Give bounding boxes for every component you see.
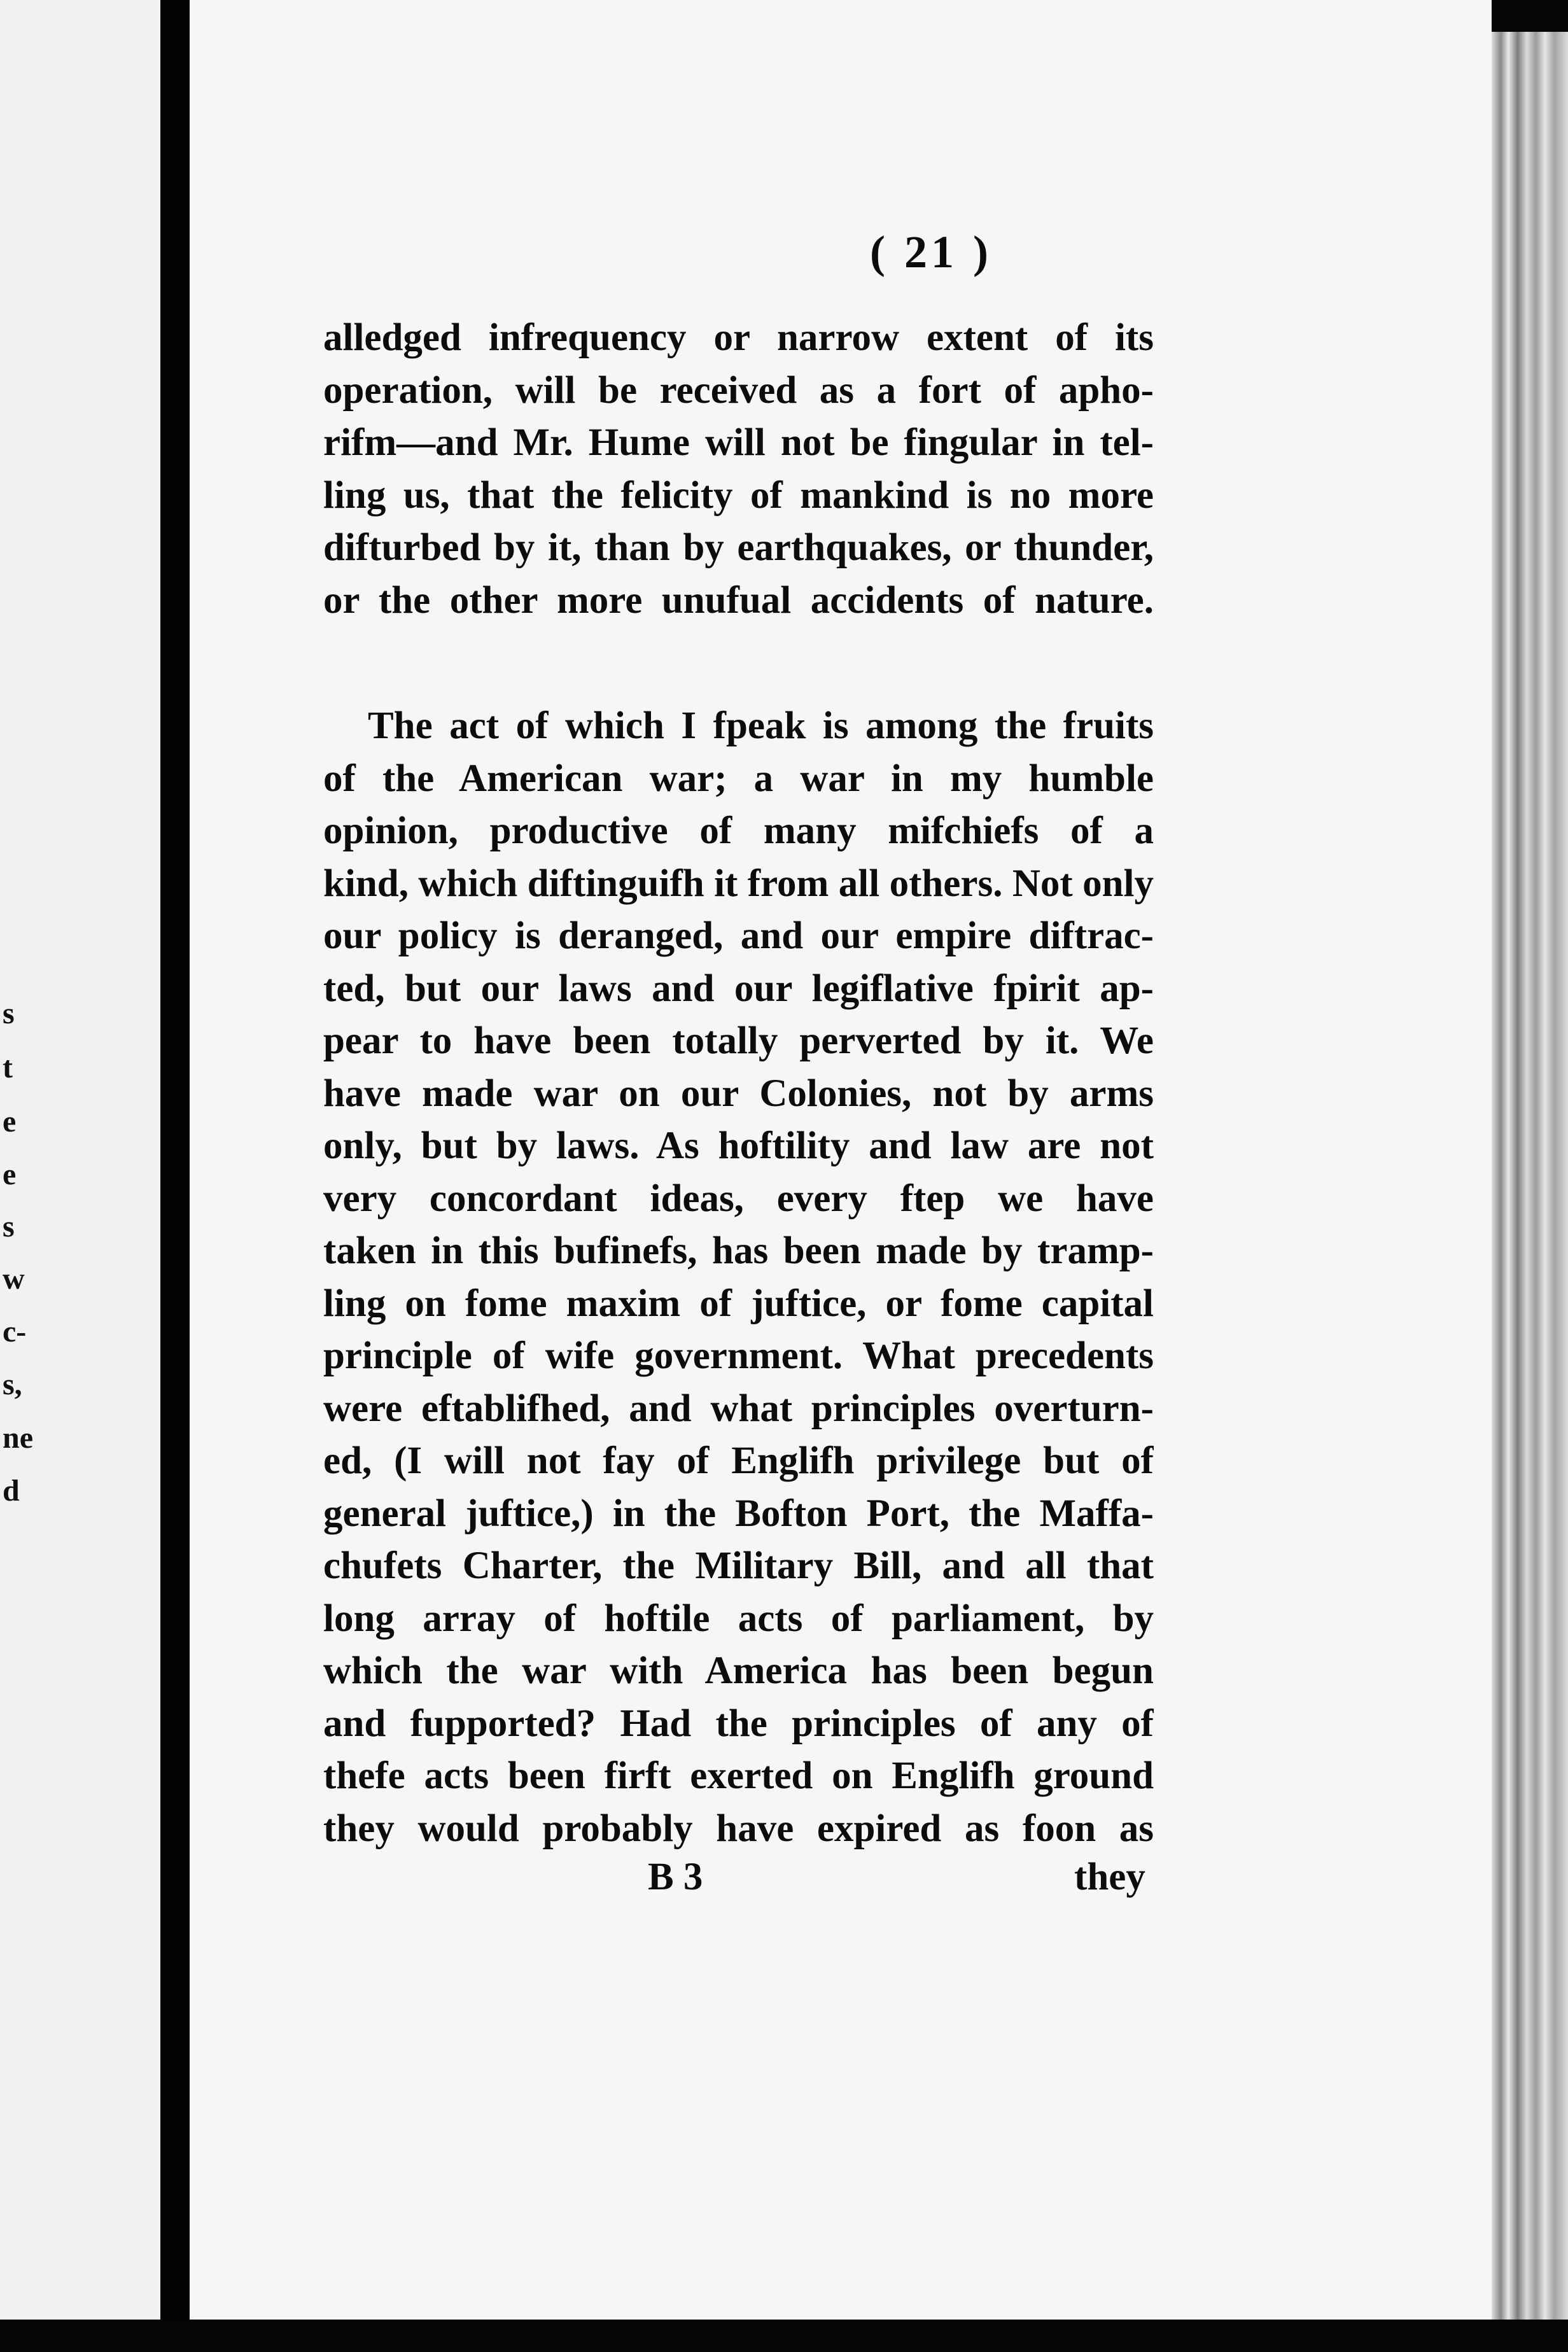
text-line: our policy is deranged, and our empire diftrac- <box>323 914 1154 957</box>
body-text <box>323 312 1154 1855</box>
text-line: were eftablifhed, and what principles overturn- <box>323 1387 1154 1430</box>
text-line: long array of hoftile acts of parliament, by <box>323 1597 1154 1640</box>
fragment-text: w <box>3 1262 25 1296</box>
text-line: pear to have been totally perverted by it. We <box>323 1019 1154 1062</box>
text-line: rifm—and Mr. Hume will not be fingular in tel- <box>323 421 1154 464</box>
text-line: only, but by laws. As hoftility and law are not <box>323 1124 1154 1167</box>
text-line: ling us, that the felicity of mankind is no more <box>323 473 1154 517</box>
catchword: they <box>1074 1856 1145 1898</box>
page-edges <box>1492 32 1568 2320</box>
fragment-text: s <box>3 997 15 1030</box>
text-line: taken in this bufinefs, has been made by tramp- <box>323 1229 1154 1272</box>
text-line: operation, will be received as a fort of apho- <box>323 368 1154 412</box>
fragment-text: t <box>3 1051 13 1084</box>
page-footer <box>190 1855 1492 1912</box>
fragment-text: c- <box>3 1315 27 1348</box>
text-line: ling on fome maxim of juftice, or fome capital <box>323 1282 1154 1325</box>
fragment-text: e <box>3 1105 17 1138</box>
text-line: very concordant ideas, every ftep we have <box>323 1177 1154 1220</box>
fragment-text: s <box>3 1210 15 1243</box>
fragment-text: s, <box>3 1368 22 1401</box>
text-line: chufets Charter, the Military Bill, and all that <box>323 1544 1154 1587</box>
text-line: they would probably have expired as foon as <box>323 1807 1154 1850</box>
text-line: alledged infrequency or narrow extent of its <box>323 316 1154 359</box>
text-line: have made war on our Colonies, not by arms <box>323 1072 1154 1115</box>
text-line: ed, (I will not fay of Englifh privilege but of <box>323 1439 1154 1482</box>
text-line: ted, but our laws and our legiflative fpirit ap- <box>323 967 1154 1010</box>
text-line: opinion, productive of many mifchiefs of a <box>323 809 1154 852</box>
text-line: or the other more unufual accidents of nature. <box>323 578 1154 622</box>
text-line: kind, which diftinguifh it from all others. Not only <box>323 862 1154 905</box>
facing-page-fragment <box>0 0 160 2320</box>
text-line: principle of wife government. What precedents <box>323 1334 1154 1377</box>
page-number: ( 21 ) <box>870 227 992 277</box>
book-gutter <box>160 0 190 2352</box>
text-line: which the war with America has been begun <box>323 1649 1154 1692</box>
paragraph-gap <box>323 627 1154 700</box>
text-line: thefe acts been firft exerted on Englifh ground <box>323 1754 1154 1797</box>
fragment-text: e <box>3 1158 17 1191</box>
text-line: and fupported? Had the principles of any of <box>323 1702 1154 1745</box>
text-line: general juftice,) in the Bofton Port, the Maffa- <box>323 1492 1154 1535</box>
text-line: difturbed by it, than by earthquakes, or thunder, <box>323 526 1154 569</box>
paragraph-2 <box>323 700 1154 1855</box>
scan-border <box>0 2320 1568 2352</box>
paragraph-1 <box>323 312 1154 627</box>
text-line: of the American war; a war in my humble <box>323 757 1154 800</box>
book-page <box>190 0 1492 2320</box>
fragment-text: ne <box>3 1421 33 1455</box>
text-line: The act of which I fpeak is among the fruits <box>368 704 1154 747</box>
fragment-text: d <box>3 1474 20 1508</box>
signature-mark: B 3 <box>648 1856 703 1898</box>
